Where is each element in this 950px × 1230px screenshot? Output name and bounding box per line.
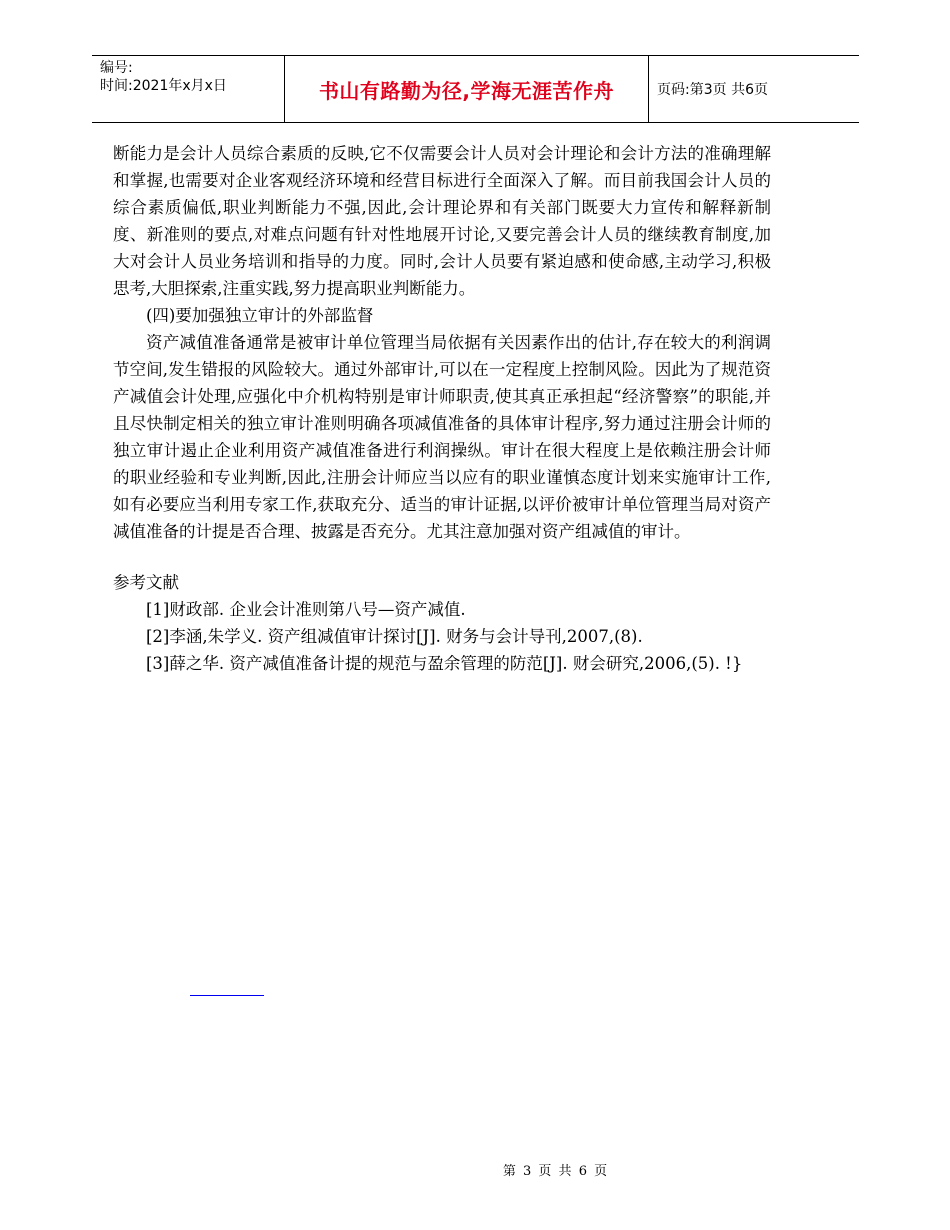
reference-item-2: [2]李涵,朱学义. 资产组减值审计探讨[J]. 财务与会计导刊,2007,(8). bbox=[146, 627, 643, 646]
header-motto: 书山有路勤为径,学海无涯苦作舟 bbox=[285, 56, 649, 122]
body-paragraph-2: 资产减值准备通常是被审计单位管理当局依据有关因素作出的估计,存在较大的利润调节空间,发生错报的风险较大。通过外部审计,可以在一定程度上控制风险。因此为了规范资产减值会计处理,应强化中介机构特别是审计师职责,使其真正承担起“经济警察”的职能,并且尽快制定相关的独立审计准则明确各项减值准备的具体审计程序,努力通过注册会计师的独立审计遏止企业利用资产减值准备进行利润操纵。审计在很大程度上是依赖注册会计师的职业经验和专业判断,因此,注册会计师应当以应有的职业谨慎态度计划来实施审计工作,如有必要应当利用专家工作,获取充分、适当的审计证据,以评价被审计单位管理当局对资产减值准备的计提是否合理、披露是否充分。尤其注意加强对资产组减值的审计。 bbox=[113, 333, 771, 541]
hyperlink-underline[interactable] bbox=[190, 995, 264, 996]
page-footer: 第 3 页 共 6 页 bbox=[502, 1164, 608, 1179]
document-body bbox=[113, 140, 771, 677]
reference-item-1: [1]财政部. 企业会计准则第八号—资产减值. bbox=[146, 600, 466, 619]
time-label: 时间:2021年x月x日 bbox=[100, 78, 227, 94]
body-paragraph-1: 断能力是会计人员综合素质的反映,它不仅需要会计人员对会计理论和会计方法的准确理解和掌握,也需要对企业客观经济环境和经营目标进行全面深入了解。而目前我国会计人员的综合素质偏低,职业判断能力不强,因此,会计理论界和有关部门既要大力宣传和解释新制度、新准则的要点,对难点问题有针对性地展开讨论,又要完善会计人员的继续教育制度,加大对会计人员业务培训和指导的力度。同时,会计人员要有紧迫感和使命感,主动学习,积极思考,大胆探索,注重实践,努力提高职业判断能力。 bbox=[113, 144, 771, 298]
section-heading-4: (四)要加强独立审计的外部监督 bbox=[146, 306, 374, 325]
header-page-info: 页码:第3页 共6页 bbox=[657, 82, 768, 98]
header-meta bbox=[92, 56, 285, 122]
reference-item-3: [3]薛之华. 资产减值准备计提的规范与盈余管理的防范[J]. 财会研究,2006,(5). !} bbox=[146, 654, 743, 673]
page-header bbox=[92, 55, 859, 123]
references-title: 参考文献 bbox=[113, 573, 179, 592]
number-label: 编号: bbox=[100, 60, 133, 76]
